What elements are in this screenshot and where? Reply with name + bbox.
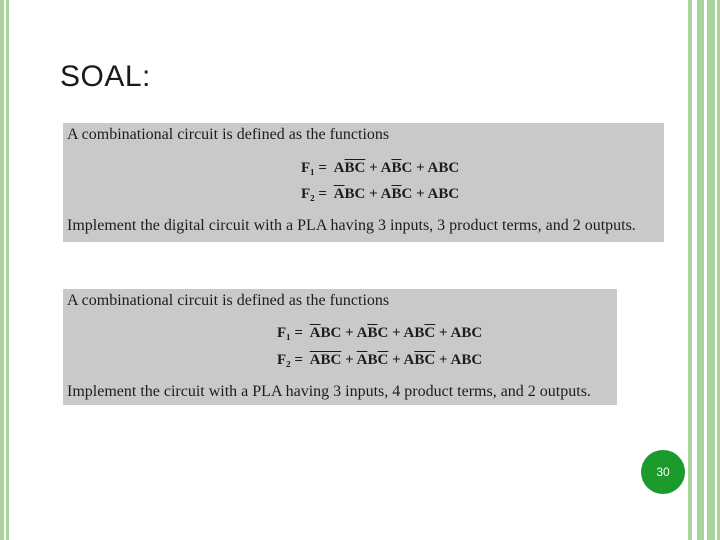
- variable: $\overline{C}$: [424, 352, 436, 368]
- variable: B: [367, 352, 378, 368]
- variable: A: [380, 160, 392, 176]
- product-term: [334, 186, 366, 202]
- variable: $\overline{A}$: [356, 352, 368, 368]
- problem-intro: A combinational circuit is defined as the functions: [67, 126, 390, 143]
- variable: A: [403, 352, 415, 368]
- problem-1-image: [63, 123, 664, 242]
- variable: B: [438, 160, 449, 176]
- variable: A: [380, 186, 392, 202]
- product-term: [381, 186, 413, 202]
- page-number-badge: 30: [641, 450, 685, 494]
- equation-f1: $F_1 = \overline{A}BC + A\overline{B}C + AB\overline{C}$ + ABC: [277, 325, 483, 341]
- product-term: [428, 160, 460, 176]
- problem-instruction: Implement the digital circuit with a PLA having 3 inputs, 3 product terms, and 2 outputs.: [67, 217, 636, 234]
- variable: $\overline{B}$: [367, 325, 378, 341]
- variable: $\overline{B}$: [414, 352, 425, 368]
- problem-intro: A combinational circuit is defined as the functions: [67, 292, 390, 309]
- product-term: [357, 325, 389, 341]
- variable: B: [414, 325, 425, 341]
- variable: B: [344, 186, 355, 202]
- variable: C: [471, 325, 483, 341]
- variable: $\overline{B}$: [344, 160, 355, 176]
- variable: B: [461, 352, 472, 368]
- variable: C: [330, 325, 342, 341]
- variable: A: [450, 352, 462, 368]
- variable: A: [333, 160, 345, 176]
- variable: C: [448, 186, 460, 202]
- slide-title: SOAL:: [60, 60, 151, 93]
- product-term: [381, 160, 413, 176]
- variable: A: [427, 186, 439, 202]
- variable: C: [377, 325, 389, 341]
- product-term: [357, 352, 389, 368]
- variable: $\overline{A}$: [309, 352, 321, 368]
- left-accent-bar: [0, 0, 9, 540]
- variable: B: [461, 325, 472, 341]
- right-accent-stripe: [688, 0, 692, 540]
- variable: A: [403, 325, 415, 341]
- variable: C: [448, 160, 460, 176]
- product-term: [428, 186, 460, 202]
- equation-f2: $F_2 = \overline{A}BC + A\overline{B}C$ + ABC: [301, 186, 460, 202]
- variable: C: [401, 186, 413, 202]
- product-term: [310, 325, 342, 341]
- variable: $\overline{A}$: [309, 325, 321, 341]
- variable: $\overline{B}$: [391, 186, 402, 202]
- variable: $\overline{C}$: [377, 352, 389, 368]
- variable: $\overline{C}$: [330, 352, 342, 368]
- right-accent-stripe: [707, 0, 715, 540]
- problem-instruction: Implement the circuit with a PLA having 3 inputs, 4 product terms, and 2 outputs.: [67, 383, 591, 400]
- product-term: [310, 352, 342, 368]
- variable: C: [401, 160, 413, 176]
- variable: $\overline{B}$: [320, 352, 331, 368]
- equation-f2: $F_2 = \overline{A}\overline{B}\overline{C} + \overline{A}B\overline{C} + A\overline{B}\overline{C}$ + ABC: [277, 352, 483, 368]
- right-accent-stripe: [697, 0, 704, 540]
- variable: $\overline{A}$: [333, 186, 345, 202]
- product-term: [450, 325, 482, 341]
- product-term: [450, 352, 482, 368]
- variable: B: [320, 325, 331, 341]
- variable: C: [354, 186, 366, 202]
- variable: $\overline{B}$: [391, 160, 402, 176]
- variable: C: [471, 352, 483, 368]
- product-term: [404, 325, 436, 341]
- equation-f1: $F_1 = A\overline{B}\overline{C} + A\overline{B}C$ + ABC: [301, 160, 460, 176]
- problem-2-image: [63, 289, 617, 405]
- variable: $\overline{C}$: [424, 325, 436, 341]
- variable: B: [438, 186, 449, 202]
- variable: A: [356, 325, 368, 341]
- product-term: [404, 352, 436, 368]
- variable: A: [450, 325, 462, 341]
- variable: A: [427, 160, 439, 176]
- variable: $\overline{C}$: [354, 160, 366, 176]
- product-term: [334, 160, 366, 176]
